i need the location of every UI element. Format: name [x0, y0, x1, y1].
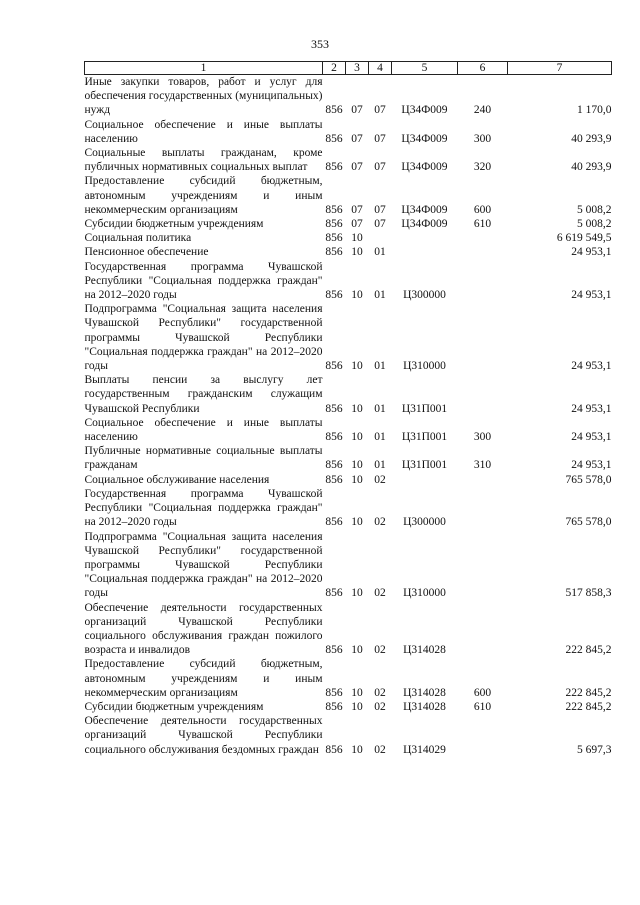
row-expense-type: 300 — [473, 431, 492, 444]
table-row — [85, 373, 612, 416]
row-section-code: 10 — [351, 431, 363, 444]
row-ministry-code: 856 — [325, 246, 343, 259]
row-target-code: Ц31П001 — [401, 431, 448, 444]
row-name: Подпрограмма "Социальная защита населения Чувашской Республики" государственной программы Чувашской Республики "Социальная поддержка граждан" на 2012–2020 годы — [84, 530, 323, 600]
table-row — [85, 444, 612, 472]
row-ministry-code: 856 — [325, 232, 343, 245]
table-row — [85, 657, 612, 700]
row-target-code: Ц34Ф009 — [401, 203, 448, 216]
row-subsection-code: 07 — [374, 132, 386, 145]
row-ministry-code: 856 — [325, 686, 343, 699]
row-target-code: Ц34Ф009 — [401, 104, 448, 117]
row-target-code — [392, 231, 458, 245]
row-section-code: 10 — [351, 516, 363, 529]
row-amount: 222 845,2 — [565, 686, 612, 699]
column-header-name: 1 — [85, 62, 323, 75]
column-header-type: 6 — [458, 62, 508, 75]
row-subsection-code: 07 — [374, 104, 386, 117]
row-target-code: Ц300000 — [403, 516, 446, 529]
row-name: Социальное обеспечение и иные выплаты населению — [84, 118, 323, 145]
row-expense-type: 610 — [473, 218, 492, 231]
row-expense-type — [458, 373, 508, 416]
row-expense-type: 240 — [473, 104, 492, 117]
table-row — [85, 416, 612, 444]
row-name: Субсидии бюджетным учреждениям — [84, 218, 264, 231]
row-expense-type — [458, 487, 508, 530]
column-header-target: 5 — [392, 62, 458, 75]
row-ministry-code: 856 — [325, 104, 343, 117]
table-row — [85, 118, 612, 146]
row-name: Пенсионное обеспечение — [84, 246, 209, 259]
row-section-code: 10 — [351, 473, 363, 486]
row-target-code: Ц314028 — [403, 686, 446, 699]
row-subsection-code: 01 — [374, 402, 386, 415]
row-ministry-code: 856 — [325, 587, 343, 600]
row-expense-type — [458, 260, 508, 303]
row-ministry-code: 856 — [325, 132, 343, 145]
table-row — [85, 487, 612, 530]
row-name: Подпрограмма "Социальная защита населения Чувашской Республики" государственной программы Чувашской Республики "Социальная поддержка граждан" на 2012–2020 годы — [84, 303, 323, 373]
table-row — [85, 260, 612, 303]
row-name: Предоставление субсидий бюджетным, автономным учреждениям и иным некоммерческим организациям — [84, 658, 323, 699]
table-row — [85, 700, 612, 714]
row-target-code: Ц314028 — [403, 644, 446, 657]
row-name: Социальное обеспечение и иные выплаты населению — [84, 416, 323, 444]
row-section-code: 07 — [351, 203, 363, 216]
row-subsection-code: 01 — [374, 246, 386, 259]
table-body — [85, 75, 612, 757]
row-expense-type: 600 — [473, 203, 492, 216]
row-subsection-code: 07 — [374, 218, 386, 231]
row-expense-type — [458, 601, 508, 658]
column-header-section: 3 — [346, 62, 369, 75]
row-name: Публичные нормативные социальные выплаты гражданам — [84, 445, 323, 472]
row-name: Государственная программа Чувашской Республики "Социальная поддержка граждан" на 2012–2020 годы — [84, 260, 323, 302]
row-target-code: Ц31П001 — [401, 459, 448, 472]
row-subsection-code: 02 — [374, 587, 386, 600]
column-header-subsection: 4 — [369, 62, 392, 75]
row-ministry-code: 856 — [325, 218, 343, 231]
table-row — [85, 146, 612, 174]
row-expense-type: 320 — [473, 161, 492, 174]
row-amount: 5 697,3 — [577, 743, 612, 756]
table-row — [85, 75, 612, 118]
row-amount: 24 953,1 — [571, 431, 612, 444]
row-amount: 1 170,0 — [577, 104, 612, 117]
row-target-code: Ц314029 — [403, 743, 446, 756]
table-row — [85, 174, 612, 217]
row-subsection-code: 02 — [374, 743, 386, 756]
row-section-code: 10 — [351, 700, 363, 713]
row-subsection-code: 02 — [374, 644, 386, 657]
row-amount: 24 953,1 — [571, 360, 612, 373]
row-amount: 24 953,1 — [571, 289, 612, 302]
table-row — [85, 217, 612, 231]
table-row — [85, 302, 612, 373]
row-name: Социальное обслуживание населения — [84, 473, 270, 486]
row-ministry-code: 856 — [325, 203, 343, 216]
row-expense-type: 610 — [473, 700, 492, 713]
row-expense-type — [458, 530, 508, 601]
row-subsection-code: 02 — [374, 516, 386, 529]
row-amount: 24 953,1 — [571, 459, 612, 472]
row-name: Обеспечение деятельности государственных организаций Чувашской Республики социального обслуживания граждан пожилого возраста и инвалидов — [84, 601, 323, 657]
row-ministry-code: 856 — [325, 700, 343, 713]
row-target-code: Ц314028 — [403, 700, 446, 713]
row-subsection-code: 07 — [374, 203, 386, 216]
row-target-code: Ц310000 — [403, 587, 446, 600]
row-subsection-code — [369, 231, 392, 245]
row-section-code: 10 — [351, 686, 363, 699]
row-target-code — [392, 245, 458, 259]
row-amount: 222 845,2 — [565, 700, 612, 713]
table-row — [85, 601, 612, 658]
row-section-code: 10 — [351, 644, 363, 657]
row-name: Социальные выплаты гражданам, кроме публичных нормативных социальных выплат — [84, 147, 323, 174]
row-section-code: 07 — [351, 132, 363, 145]
row-target-code: Ц310000 — [403, 360, 446, 373]
row-ministry-code: 856 — [325, 402, 343, 415]
row-section-code: 10 — [351, 246, 363, 259]
row-subsection-code: 01 — [374, 360, 386, 373]
row-amount: 5 008,2 — [577, 203, 612, 216]
row-section-code: 07 — [351, 104, 363, 117]
row-ministry-code: 856 — [325, 289, 343, 302]
row-expense-type — [458, 714, 508, 757]
row-ministry-code: 856 — [325, 161, 343, 174]
row-name: Субсидии бюджетным учреждениям — [84, 700, 264, 713]
row-amount: 6 619 549,5 — [556, 232, 612, 245]
row-section-code: 07 — [351, 218, 363, 231]
row-name: Социальная политика — [84, 232, 192, 245]
row-name: Государственная программа Чувашской Республики "Социальная поддержка граждан" на 2012–2020 годы — [84, 487, 323, 529]
row-ministry-code: 856 — [325, 459, 343, 472]
table-row — [85, 473, 612, 487]
row-expense-type: 310 — [473, 459, 492, 472]
row-subsection-code: 02 — [374, 473, 386, 486]
row-subsection-code: 01 — [374, 289, 386, 302]
row-target-code: Ц31П001 — [401, 402, 448, 415]
row-expense-type — [458, 245, 508, 259]
budget-table — [84, 61, 612, 757]
row-name: Иные закупки товаров, работ и услуг для обеспечения государственных (муниципальных) нужд — [84, 76, 323, 117]
row-target-code: Ц300000 — [403, 289, 446, 302]
table-row — [85, 245, 612, 259]
row-section-code: 10 — [351, 587, 363, 600]
table-row — [85, 231, 612, 245]
row-subsection-code: 02 — [374, 686, 386, 699]
row-ministry-code: 856 — [325, 516, 343, 529]
row-amount: 24 953,1 — [571, 246, 612, 259]
row-amount: 765 578,0 — [565, 516, 612, 529]
row-expense-type — [458, 473, 508, 487]
table-row — [85, 530, 612, 601]
row-name: Обеспечение деятельности государственных организаций Чувашской Республики социального обслуживания бездомных граждан — [84, 715, 323, 756]
row-expense-type — [458, 302, 508, 373]
row-target-code: Ц34Ф009 — [401, 218, 448, 231]
row-section-code: 07 — [351, 161, 363, 174]
row-section-code: 10 — [351, 743, 363, 756]
row-expense-type: 600 — [473, 686, 492, 699]
row-target-code: Ц34Ф009 — [401, 161, 448, 174]
row-subsection-code: 01 — [374, 431, 386, 444]
row-expense-type: 300 — [473, 132, 492, 145]
row-section-code: 10 — [351, 360, 363, 373]
row-section-code: 10 — [351, 232, 363, 245]
table-row — [85, 714, 612, 757]
row-subsection-code: 07 — [374, 161, 386, 174]
column-header-ministry: 2 — [323, 62, 346, 75]
row-ministry-code: 856 — [325, 644, 343, 657]
row-target-code — [392, 473, 458, 487]
row-amount: 24 953,1 — [571, 402, 612, 415]
row-target-code: Ц34Ф009 — [401, 132, 448, 145]
row-ministry-code: 856 — [325, 360, 343, 373]
row-name: Предоставление субсидий бюджетным, автономным учреждениям и иным некоммерческим организациям — [84, 175, 323, 216]
row-amount: 517 858,3 — [565, 587, 612, 600]
row-amount: 222 845,2 — [565, 644, 612, 657]
row-amount: 40 293,9 — [571, 161, 612, 174]
row-amount: 40 293,9 — [571, 132, 612, 145]
row-ministry-code: 856 — [325, 473, 343, 486]
table-header-row — [85, 62, 612, 75]
row-amount: 765 578,0 — [565, 473, 612, 486]
row-name: Выплаты пенсии за выслугу лет государственным гражданским служащим Чувашской Республики — [84, 374, 323, 415]
row-section-code: 10 — [351, 289, 363, 302]
row-subsection-code: 02 — [374, 700, 386, 713]
row-subsection-code: 01 — [374, 459, 386, 472]
row-amount: 5 008,2 — [577, 218, 612, 231]
row-ministry-code: 856 — [325, 431, 343, 444]
column-header-amount: 7 — [508, 62, 612, 75]
row-section-code: 10 — [351, 402, 363, 415]
page-number: 353 — [311, 37, 329, 51]
row-expense-type — [458, 231, 508, 245]
row-section-code: 10 — [351, 459, 363, 472]
row-ministry-code: 856 — [325, 743, 343, 756]
